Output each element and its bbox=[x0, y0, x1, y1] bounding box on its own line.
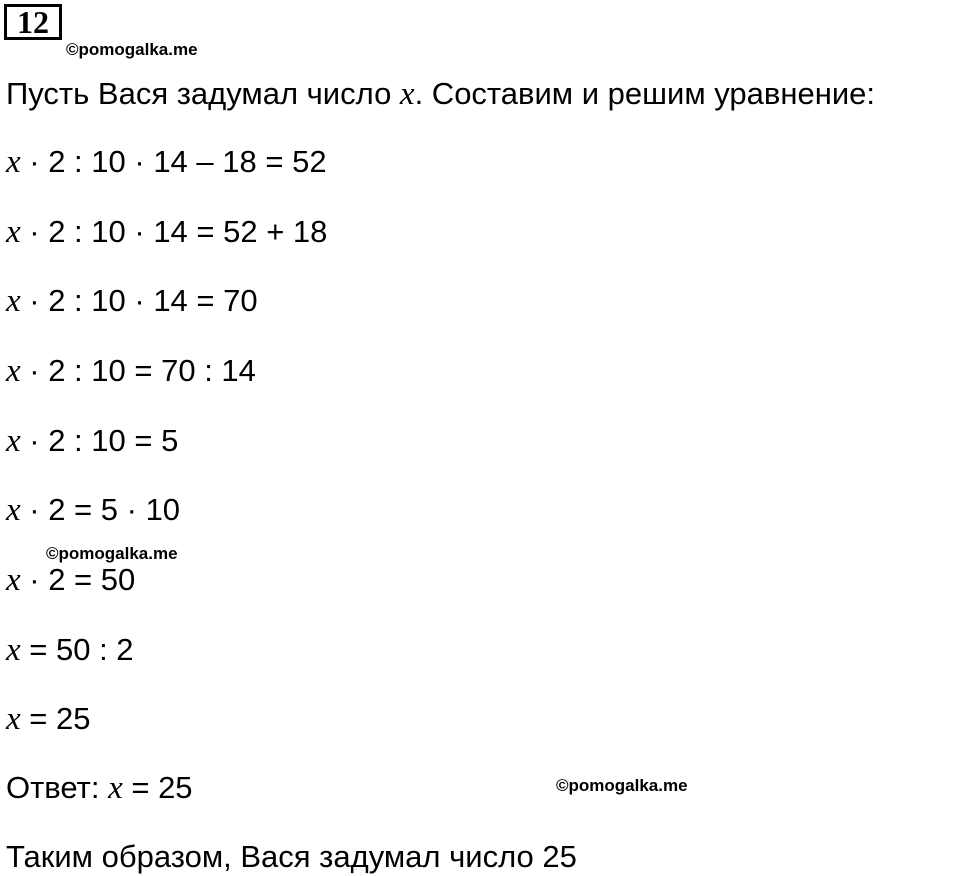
problem-number-box: 12 bbox=[4, 4, 62, 40]
intro-text-after: . Составим и решим уравнение: bbox=[414, 76, 876, 111]
watermark-top: ©pomogalka.me bbox=[66, 40, 198, 59]
equation-step-5 bbox=[6, 422, 178, 460]
equation-step-text: · 2 : 10 = 5 bbox=[20, 423, 179, 458]
variable-x: x bbox=[6, 144, 21, 180]
equation-step-text: = 50 : 2 bbox=[20, 632, 134, 667]
variable-x: x bbox=[6, 701, 21, 737]
equation-step-9 bbox=[6, 700, 90, 738]
variable-x: x bbox=[108, 770, 123, 806]
answer-label: Ответ: bbox=[6, 770, 109, 805]
variable-x: x bbox=[6, 632, 21, 668]
equation-step-text: · 2 = 5 · 10 bbox=[20, 492, 181, 527]
equation-step-text: · 2 : 10 · 14 = 70 bbox=[20, 283, 258, 318]
variable-x: x bbox=[6, 492, 21, 528]
equation-step-text: · 2 : 10 · 14 = 52 + 18 bbox=[20, 214, 328, 249]
equation-step-text: · 2 : 10 = 70 : 14 bbox=[20, 353, 256, 388]
equation-step-8 bbox=[6, 631, 134, 669]
answer-line bbox=[6, 769, 193, 807]
equation-step-2 bbox=[6, 213, 327, 251]
equation-step-6 bbox=[6, 491, 180, 529]
variable-x: x bbox=[6, 562, 21, 598]
equation-step-1 bbox=[6, 143, 327, 181]
watermark-middle: ©pomogalka.me bbox=[46, 544, 178, 563]
equation-step-4 bbox=[6, 352, 256, 390]
answer-value: = 25 bbox=[122, 770, 193, 805]
variable-x: x bbox=[6, 353, 21, 389]
variable-x: x bbox=[6, 283, 21, 319]
intro-text-before: Пусть Вася задумал число bbox=[6, 76, 400, 111]
intro-line bbox=[6, 75, 875, 113]
watermark-right: ©pomogalka.me bbox=[556, 776, 688, 795]
equation-step-text: · 2 = 50 bbox=[20, 562, 136, 597]
equation-step-7 bbox=[6, 561, 135, 599]
equation-step-text: = 25 bbox=[20, 701, 91, 736]
equation-step-text: · 2 : 10 · 14 – 18 = 52 bbox=[20, 144, 327, 179]
variable-x: x bbox=[399, 76, 415, 112]
variable-x: x bbox=[6, 214, 21, 250]
variable-x: x bbox=[6, 423, 21, 459]
equation-step-3 bbox=[6, 282, 258, 320]
conclusion-line: Таким образом, Вася задумал число 25 bbox=[6, 839, 577, 874]
